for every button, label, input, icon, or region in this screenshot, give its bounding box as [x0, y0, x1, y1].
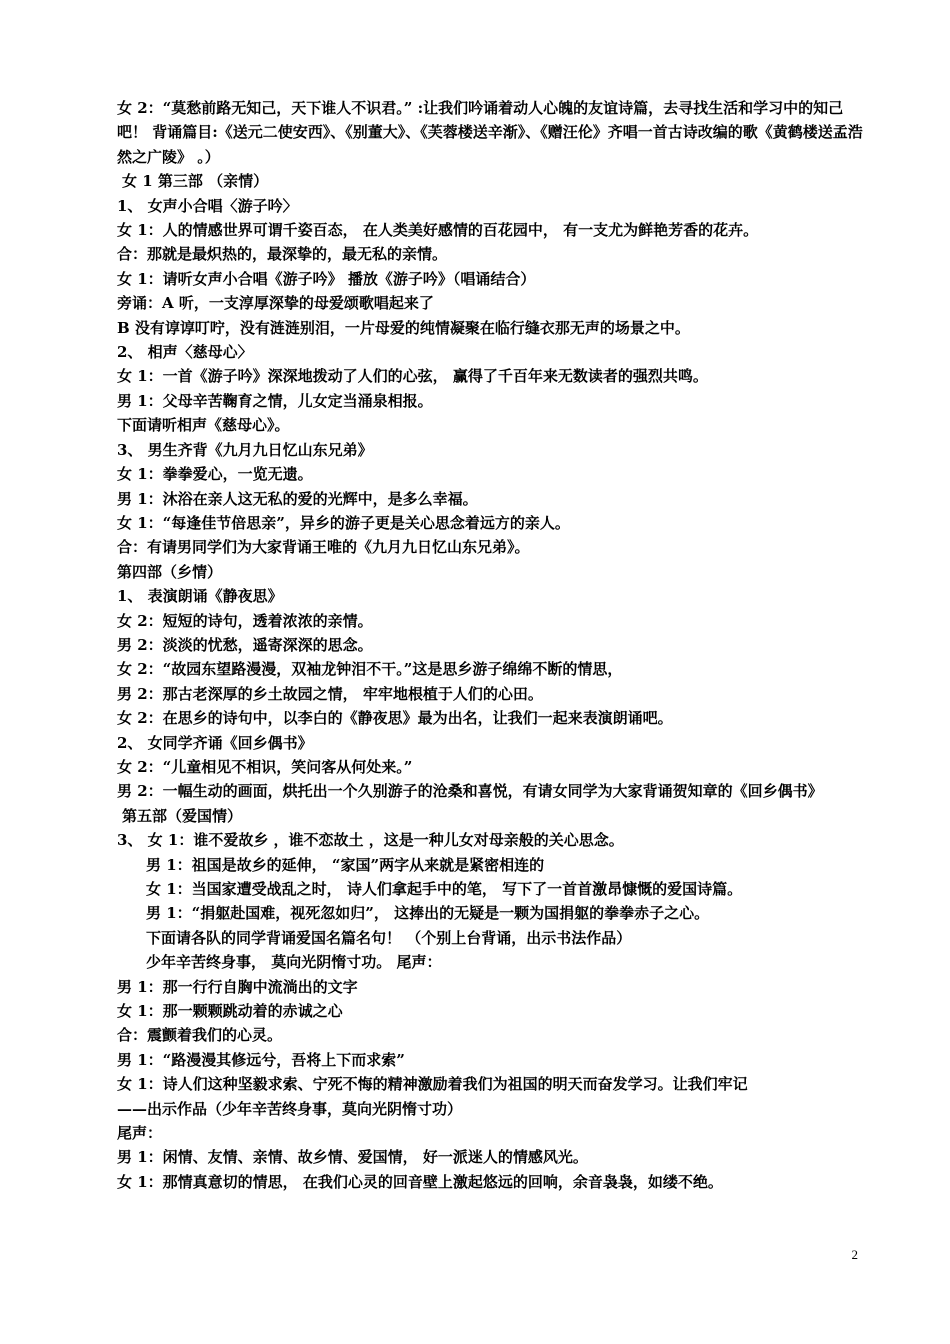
dialogue-line: 男 2：淡淡的忧愁，遥寄深深的思念。 [117, 635, 373, 654]
dialogue-line: 男 1：那一行行自胸中流淌出的文字 [117, 977, 358, 996]
page-number: 2 [851, 1247, 858, 1262]
dialogue-line: 3、 女 1：谁不爱故乡 ，谁不恋故土 ，这是一种儿女对母亲般的关心思念。 [117, 831, 624, 850]
dialogue-line: 旁诵：A 听，一支淳厚深挚的母爱颂歌唱起来了 [117, 294, 434, 313]
section-heading-epilogue: 尾声： [117, 1124, 163, 1143]
dialogue-line: 男 1：“捐躯赴国难，视死忽如归”， 这捧出的无疑是一颗为国捐躯的拳拳赤子之心。 [146, 904, 710, 923]
dialogue-line: 女 1：那情真意切的情思， 在我们心灵的回音壁上激起悠远的回响，余音袅袅，如缕不绝。 [117, 1172, 723, 1191]
section-heading-family: 女 1 第三部 （亲情） [122, 172, 269, 191]
dialogue-line: 女 1：“每逢佳节倍思亲”，异乡的游子更是关心思念着远方的亲人。 [117, 513, 570, 532]
dialogue-line: 男 1：父母辛苦鞠育之情，儿女定当涌泉相报。 [117, 391, 433, 410]
dialogue-line: 女 1：一首《游子吟》深深地拨动了人们的心弦， 赢得了千百年来无数读者的强烈共鸣。 [117, 367, 708, 386]
dialogue-line: 合：震颤着我们的心灵。 [117, 1026, 283, 1045]
dialogue-line: 女 2：“故园东望路漫漫，双袖龙钟泪不干。”这是思乡游子绵绵不断的情思， [117, 660, 623, 679]
paragraph-friendship-closing: 女 2：“莫愁前路无知己，天下谁人不识君。” :让我们吟诵着动人心魄的友谊诗篇，去寻找生活和学习中的知己吧！ 背诵篇目:《送元二使安西》、《别董大》、《芙蓉楼送辛渐》、《赠汪伦》齐唱一首古诗改编的歌《黄鹤楼送孟浩然之广陵》 。） [117, 99, 863, 166]
program-item: 3、 男生齐背《九月九日忆山东兄弟》 [117, 440, 373, 459]
dialogue-line: 下面请听相声《慈母心》。 [117, 416, 290, 435]
dialogue-line: 女 1：拳拳爱心，一览无遗。 [117, 465, 313, 484]
dialogue-line: 下面请各队的同学背诵爱国名篇名句！ （个别上台背诵，出示书法作品） [146, 928, 632, 947]
program-item: 1、 表演朗诵《静夜思》 [117, 587, 283, 606]
program-item: 2、 女同学齐诵《回乡偶书》 [117, 733, 313, 752]
dialogue-line: B 没有谆谆叮咛，没有涟涟别泪，一片母爱的纯情凝聚在临行缝衣那无声的场景之中。 [117, 318, 690, 337]
section-heading-hometown: 第四部（乡情） [117, 562, 223, 581]
dialogue-line: 男 1：祖国是故乡的延伸， “家国”两字从来就是紧密相连的 [146, 855, 545, 874]
dialogue-line: 合：那就是最炽热的，最深挚的，最无私的亲情。 [117, 245, 448, 264]
dialogue-line: 男 2：那古老深厚的乡土故园之情， 牢牢地根植于人们的心田。 [117, 684, 543, 703]
dialogue-line: 男 1：“路漫漫其修远兮，吾将上下而求索” [117, 1050, 405, 1069]
dialogue-line: 女 1：请听女声小合唱《游子吟》 播放《游子吟》（唱诵结合） [117, 269, 536, 288]
dialogue-line: 女 2：“儿童相见不相识，笑问客从何处来。” [117, 757, 413, 776]
dialogue-line: ——出示作品（少年辛苦终身事，莫向光阴惰寸功） [117, 1099, 463, 1118]
dialogue-line: 女 1：人的情感世界可谓千姿百态， 在人类美好感情的百花园中， 有一支尤为鲜艳芳香的花卉。 [117, 221, 759, 240]
dialogue-line: 男 2：一幅生动的画面，烘托出一个久别游子的沧桑和喜悦，有请女同学为大家背诵贺知章的《回乡偶书》 [117, 782, 823, 801]
section-heading-patriotism: 第五部（爱国情） [122, 806, 243, 825]
dialogue-line: 少年辛苦终身事， 莫向光阴惰寸功。 尾声： [146, 953, 442, 972]
dialogue-line: 男 1：闲情、友情、亲情、故乡情、爱国情， 好一派迷人的情感风光。 [117, 1148, 588, 1167]
dialogue-line: 女 1：那一颗颗跳动着的赤诚之心 [117, 1002, 343, 1021]
dialogue-line: 女 2：在思乡的诗句中，以李白的《静夜思》最为出名，让我们一起来表演朗诵吧。 [117, 709, 673, 728]
program-item: 1、 女声小合唱〈游子吟〉 [117, 196, 298, 215]
dialogue-line: 女 2：短短的诗句，透着浓浓的亲情。 [117, 611, 373, 630]
dialogue-line: 合：有请男同学们为大家背诵王唯的《九月九日忆山东兄弟》。 [117, 538, 530, 557]
dialogue-line: 男 1：沐浴在亲人这无私的爱的光辉中，是多么幸福。 [117, 489, 478, 508]
document-body [117, 96, 867, 1194]
dialogue-line: 女 1：当国家遭受战乱之时， 诗人们拿起手中的笔， 写下了一首首激昂慷慨的爱国诗篇。 [146, 880, 743, 898]
dialogue-line: 女 1：诗人们这种坚毅求索、宁死不悔的精神激励着我们为祖国的明天而奋发学习。让我们牢记 [117, 1075, 748, 1094]
program-item: 2、 相声〈慈母心〉 [117, 343, 253, 362]
